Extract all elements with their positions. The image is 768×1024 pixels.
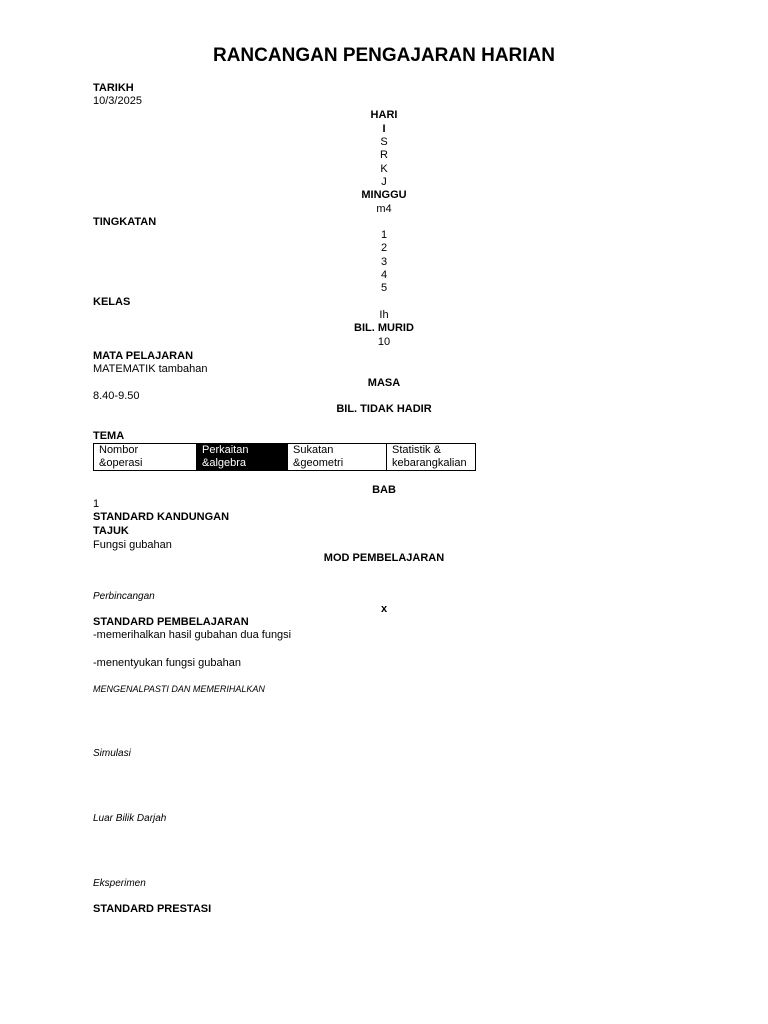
- mod-option-luar-bilik-darjah[interactable]: Luar Bilik Darjah: [93, 813, 167, 824]
- tarikh-value[interactable]: 10/3/2025: [93, 95, 142, 107]
- bab-value[interactable]: 1: [93, 498, 100, 510]
- tema-option-nombor[interactable]: Nombor &operasi: [94, 444, 197, 471]
- mod-option-simulasi[interactable]: Simulasi: [93, 748, 131, 759]
- tingkatan-option[interactable]: 1: [380, 229, 388, 241]
- minggu-label: MINGGU: [361, 189, 407, 201]
- tingkatan-option[interactable]: 2: [380, 242, 388, 254]
- tema-option-perkaitan-selected[interactable]: Perkaitan &algebra: [197, 444, 288, 471]
- tema-option-statistik[interactable]: Statistik & kebarangkalian: [387, 444, 476, 471]
- masa-label: MASA: [367, 377, 401, 389]
- tema-option-sukatan[interactable]: Sukatan &geometri: [288, 444, 387, 471]
- standard-pembelajaran-item[interactable]: -menentyukan fungsi gubahan: [93, 657, 241, 669]
- minggu-value[interactable]: m4: [376, 203, 392, 215]
- tingkatan-option[interactable]: 4: [380, 269, 388, 281]
- mod-selected-mark: x: [380, 603, 388, 615]
- masa-value[interactable]: 8.40-9.50: [93, 390, 140, 402]
- tajuk-value[interactable]: Fungsi gubahan: [93, 539, 172, 551]
- page-title: RANCANGAN PENGAJARAN HARIAN: [212, 45, 556, 66]
- mata-pelajaran-value[interactable]: MATEMATIK tambahan: [93, 363, 208, 375]
- kelas-value[interactable]: Ih: [379, 309, 389, 321]
- tingkatan-option[interactable]: 5: [380, 282, 388, 294]
- standard-kandungan-label: STANDARD KANDUNGAN: [93, 511, 230, 523]
- mod-option-perbincangan[interactable]: Perbincangan: [93, 591, 155, 602]
- bil-tidak-hadir-label: BIL. TIDAK HADIR: [336, 403, 432, 415]
- mata-pelajaran-label: MATA PELAJARAN: [93, 350, 194, 362]
- hari-option[interactable]: J: [381, 176, 387, 188]
- kelas-label: KELAS: [93, 296, 131, 308]
- tema-label: TEMA: [93, 430, 125, 442]
- tingkatan-option[interactable]: 3: [380, 256, 388, 268]
- standard-pembelajaran-label: STANDARD PEMBELAJARAN: [93, 616, 249, 628]
- mod-pembelajaran-label: MOD PEMBELAJARAN: [323, 552, 445, 564]
- tarikh-label: TARIKH: [93, 82, 134, 94]
- tingkatan-label: TINGKATAN: [93, 216, 157, 228]
- bil-murid-label: BIL. MURID: [354, 322, 414, 334]
- standard-pembelajaran-note: MENGENALPASTI DAN MEMERIHALKAN: [93, 684, 265, 694]
- tajuk-label: TAJUK: [93, 525, 129, 537]
- bab-label: BAB: [372, 484, 396, 496]
- bil-murid-value[interactable]: 10: [377, 336, 391, 348]
- standard-prestasi-label: STANDARD PRESTASI: [93, 903, 212, 915]
- mod-option-eksperimen[interactable]: Eksperimen: [93, 878, 146, 889]
- hari-option-selected[interactable]: I: [382, 123, 386, 135]
- hari-option[interactable]: K: [380, 163, 388, 175]
- hari-option[interactable]: S: [380, 136, 388, 148]
- tema-options-table: [93, 443, 476, 471]
- standard-pembelajaran-item[interactable]: -memerihalkan hasil gubahan dua fungsi: [93, 629, 292, 641]
- hari-label: HARI: [370, 109, 398, 121]
- hari-option[interactable]: R: [380, 149, 388, 161]
